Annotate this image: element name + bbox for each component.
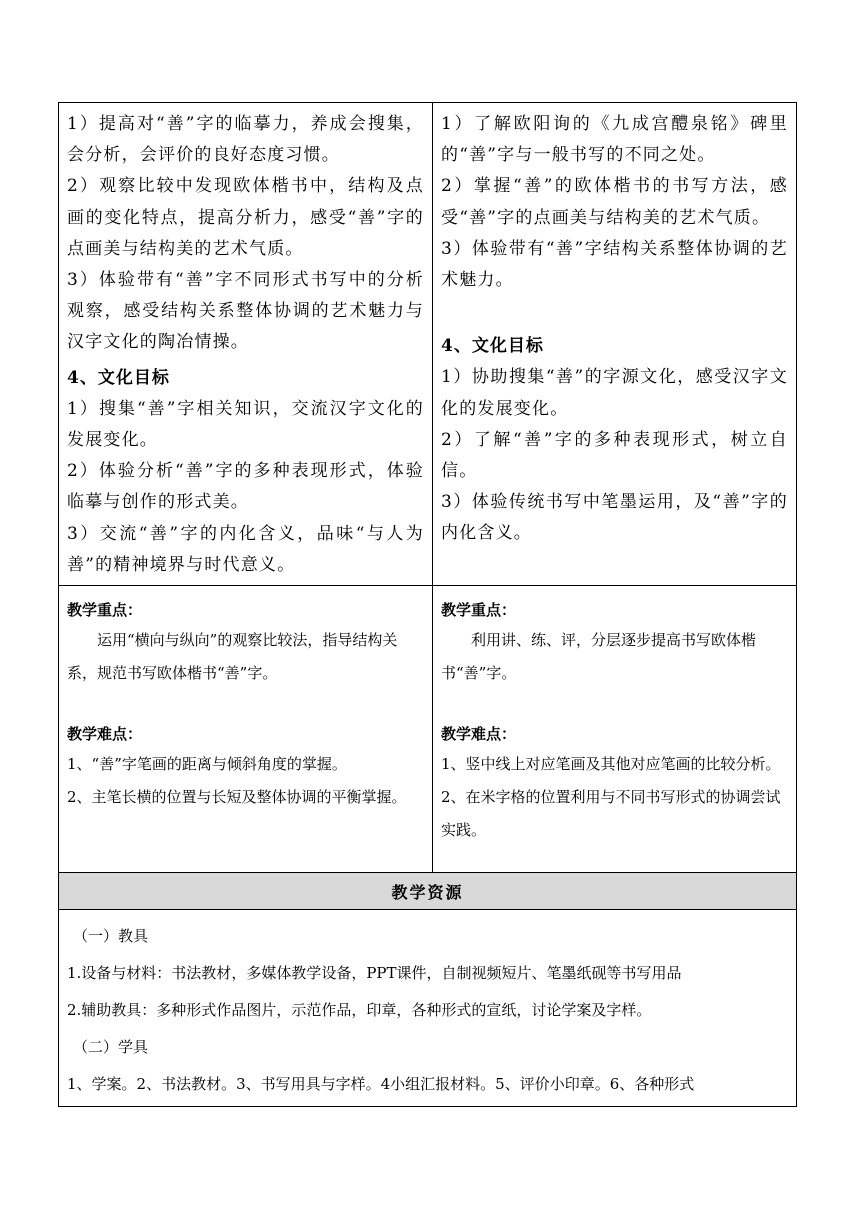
focus-label: 教学重点： — [67, 601, 143, 620]
culture-goal-item: 3）交流“善”字的内化含义，品味“与人为善”的精神境界与时代意义。 — [67, 523, 424, 575]
culture-goal-item: 3）体验传统书写中笔墨运用，及“善”字的内化含义。 — [441, 492, 788, 544]
teacher-tool-item: 2.辅助教具：多种形式作品图片，示范作品，印章，各种形式的宣纸，讨论学案及字样。 — [67, 1001, 652, 1020]
left-goals-cell — [59, 103, 433, 586]
focus-text: 利用讲、练、评，分层逐步提高书写欧体楷书“善”字。 — [441, 631, 757, 683]
resources-header-row — [59, 873, 797, 910]
goal-item: 2）观察比较中发现欧体楷书中，结构及点画的变化特点，提高分析力，感受“善”字的点画美与结构美的艺术气质。 — [67, 176, 424, 259]
difficulty-label: 教学难点： — [441, 725, 517, 744]
goal-item: 3）体验带有“善”字结构关系整体协调的艺术魅力。 — [441, 238, 788, 291]
right-goals-cell — [433, 103, 797, 586]
goal-item: 3）体验带有“善”字不同形式书写中的分析观察，感受结构关系整体协调的艺术魅力与汉字文化的陶冶情操。 — [67, 270, 424, 353]
focus-label: 教学重点： — [441, 601, 517, 620]
student-tool-items: 1、学案。2、书法教材。3、书写用具与字样。4小组汇报材料。5、评价小印章。6、各种形式 — [67, 1075, 695, 1094]
difficulty-item: 1、竖中线上对应笔画及其他对应笔画的比较分析。 — [441, 755, 781, 774]
difficulty-item: 2、在米字格的位置利用与不同书写形式的协调尝试实践。 — [441, 788, 781, 840]
goal-item: 2）掌握“善”的欧体楷书的书写方法，感受“善”字的点画美与结构美的艺术气质。 — [441, 176, 788, 228]
key-points-row — [59, 586, 797, 873]
difficulty-item: 1、“善”字笔画的距离与倾斜角度的掌握。 — [67, 755, 347, 774]
student-tools-heading: （二）学具 — [73, 1038, 149, 1057]
culture-goal-item: 2）了解“善”字的多种表现形式，树立自信。 — [441, 429, 788, 482]
culture-goal-heading: 4、文化目标 — [67, 367, 170, 388]
teacher-tools-heading: （一）教具 — [73, 927, 149, 946]
goals-row — [59, 103, 797, 586]
goal-item: 1）提高对“善”字的临摹力，养成会搜集，会分析，会评价的良好态度习惯。 — [67, 114, 424, 166]
left-key-cell — [59, 586, 433, 873]
focus-text: 运用“横向与纵向”的观察比较法，指导结构关系，规范书写欧体楷书“善”字。 — [67, 631, 398, 683]
difficulty-item: 2、主笔长横的位置与长短及整体协调的平衡掌握。 — [67, 788, 407, 807]
right-key-cell — [433, 586, 797, 873]
resources-row — [59, 910, 797, 1107]
culture-goal-item: 1）协助搜集“善”的字源文化，感受汉字文化的发展变化。 — [441, 367, 788, 419]
resources-cell — [59, 910, 797, 1107]
difficulty-label: 教学难点： — [67, 725, 143, 744]
resources-title: 教学资源 — [59, 873, 797, 910]
culture-goal-item: 2）体验分析“善”字的多种表现形式，体验临摹与创作的形式美。 — [67, 461, 424, 513]
goal-item: 1）了解欧阳询的《九成宫醴泉铭》碑里的“善”字与一般书写的不同之处。 — [441, 114, 788, 166]
lesson-plan-table — [58, 102, 797, 1107]
culture-goal-item: 1）搜集“善”字相关知识，交流汉字文化的发展变化。 — [67, 398, 424, 451]
culture-goal-heading: 4、文化目标 — [441, 336, 544, 357]
teacher-tool-item: 1.设备与材料：书法教材，多媒体教学设备，PPT课件，自制视频短片、笔墨纸砚等书写用品 — [67, 964, 682, 983]
